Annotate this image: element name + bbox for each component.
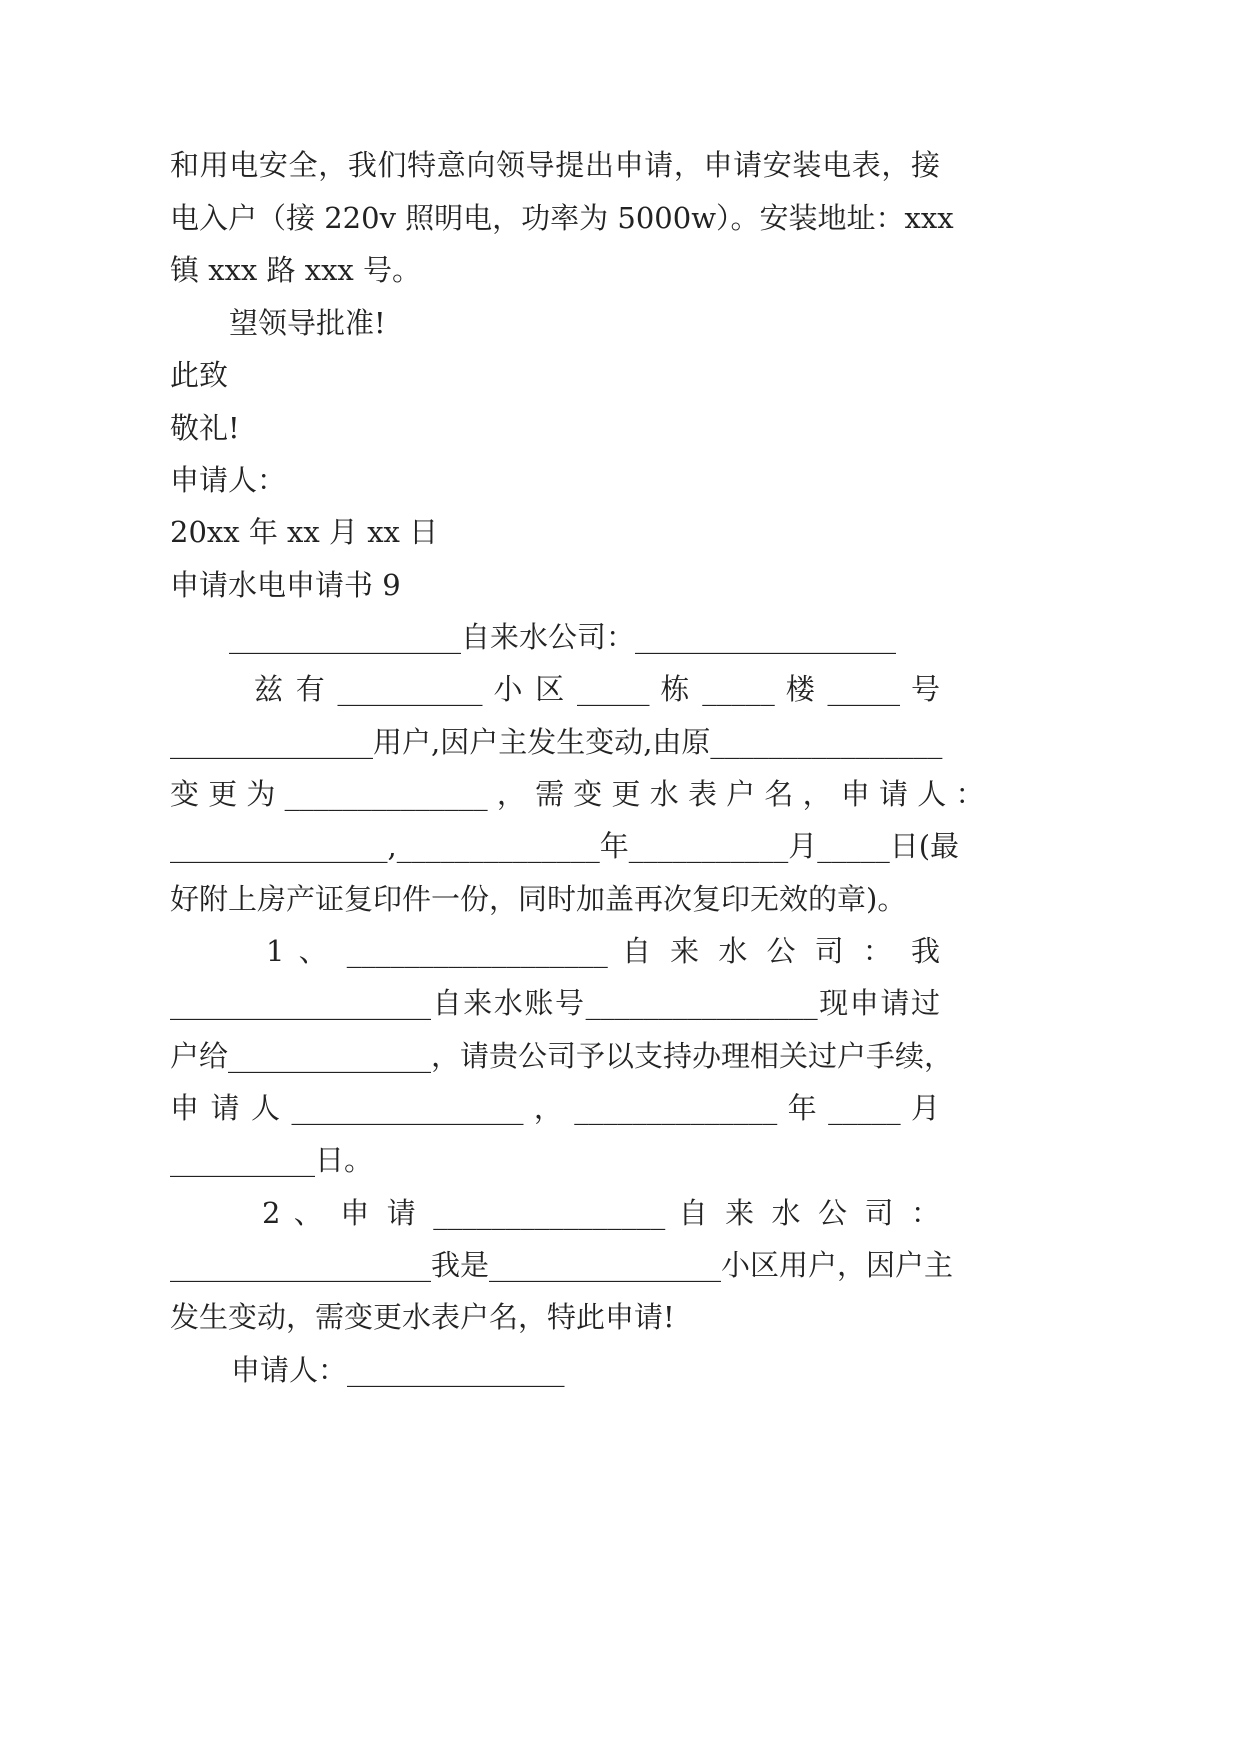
closing-line: 敬礼! <box>170 411 240 445</box>
item-1-line-2: __________________自来水账号________________现申请过 <box>170 986 940 1020</box>
item-1-line-5: __________日。 <box>170 1143 374 1177</box>
body-line-3: 镇 xxx 路 xxx 号。 <box>170 253 422 287</box>
form-line-4: _______________,______________年___________月_____日(最 <box>170 829 960 863</box>
applicant-label: 申请人： <box>170 463 287 497</box>
item-2-line-2: __________________我是________________小区用户，因户主 <box>170 1248 954 1282</box>
item-2-line-1: 2 、 申 请 ________________ 自 来 水 公 司 ： <box>262 1196 940 1230</box>
company-line: ________________自来水公司：__________________ <box>229 620 897 654</box>
form-line-5: 好附上房产证复印件一份，同时加盖再次复印无效的章)。 <box>170 882 907 916</box>
form-line-3: 变 更 为 ______________ ， 需 变 更 水 表 户 名 ， 申 请 人 ： <box>170 777 985 811</box>
form-line-2: ______________用户,因户主发生变动,由原________________ <box>170 725 943 759</box>
section-heading: 申请水电申请书 9 <box>170 568 401 602</box>
form-line-1: 兹 有 __________ 小 区 _____ 栋 _____ 楼 _____ 号 <box>254 672 940 706</box>
item-2-line-3: 发生变动，需变更水表户名，特此申请! <box>170 1300 675 1334</box>
applicant-signature-line: 申请人：_______________ <box>231 1353 565 1387</box>
item-1-line-1: 1 、 __________________ 自 来 水 公 司 ： 我 <box>266 934 940 968</box>
body-line-2: 电入户（接 220v 照明电，功率为 5000w）。安装地址：xxx <box>170 201 954 235</box>
item-1-line-4: 申 请 人 ________________ ， ______________ 年 _____ 月 <box>170 1091 940 1125</box>
salutation-line: 此致 <box>170 358 229 392</box>
body-line-1: 和用电安全，我们特意向领导提出申请，申请安装电表，接 <box>170 148 940 182</box>
request-line: 望领导批准! <box>229 306 386 340</box>
date-line: 20xx 年 xx 月 xx 日 <box>170 515 439 549</box>
item-1-line-3: 户给______________，请贵公司予以支持办理相关过户手续， <box>170 1039 954 1073</box>
